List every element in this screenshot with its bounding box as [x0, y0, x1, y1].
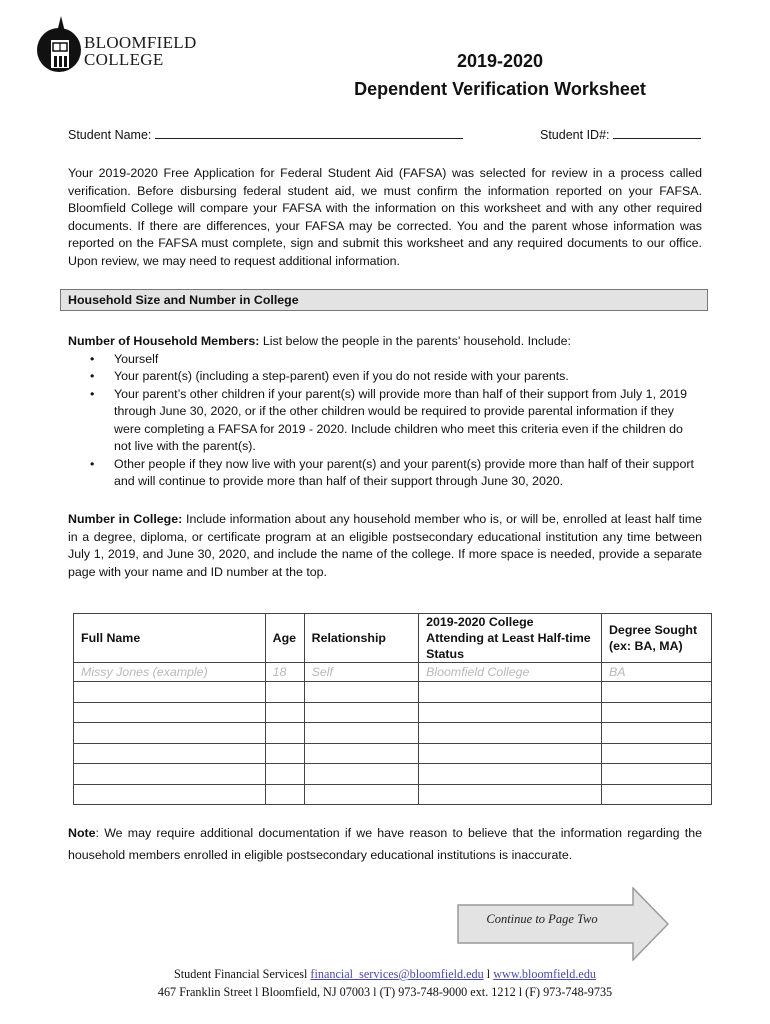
document-year: 2019-2020 — [456, 51, 544, 71]
student-name-field[interactable] — [68, 126, 463, 142]
age-cell[interactable] — [265, 743, 304, 764]
degree-cell[interactable] — [601, 784, 711, 805]
degree-cell[interactable] — [601, 682, 711, 703]
student-name-label: Student Name: — [68, 128, 152, 142]
header-college-attending: 2019-2020 College Attending at Least Half-time Status — [419, 614, 602, 663]
degree-cell[interactable] — [601, 702, 711, 723]
example-row — [74, 663, 712, 682]
number-in-college-label: Number in College: — [68, 512, 183, 526]
college-name — [84, 34, 197, 68]
relationship-cell[interactable] — [304, 702, 419, 723]
footer-email-link[interactable]: financial_services@bloomfield.edu — [310, 967, 484, 981]
college-cell[interactable] — [419, 702, 602, 723]
college-cell[interactable] — [419, 743, 602, 764]
table-header-row — [74, 614, 712, 663]
intro-paragraph: Your 2019-2020 Free Application for Federal Student Aid (FAFSA) was selected for review in a process called verification. Before disbursing federal student aid, we must confirm the information reported on your FAFSA. Bloomfield College will compare your FAFSA with the information on this worksheet and with any other required documents. If there are differences, your FAFSA may be corrected. You and the parent whose information was reported on the FAFSA must complete, sign and submit this worksheet and any required documents to our office. Upon review, we may need to request additional information. — [68, 166, 702, 268]
table-row — [74, 682, 712, 703]
continue-label: Continue to Page Two — [486, 912, 598, 926]
full-name-cell[interactable] — [74, 682, 266, 703]
note-label: Note — [68, 826, 96, 840]
table-row — [74, 723, 712, 744]
relationship-cell[interactable] — [304, 764, 419, 785]
degree-cell[interactable] — [601, 764, 711, 785]
number-in-college-text: Include information about any household member who is, or will be, enrolled at least half time in a degree, diploma, or certificate program at an eligible postsecondary educational institution any time between July 1, 2019, and June 30, 2020, and include the name of the college. If more space is needed, provide a separate page with your name and ID number at the top. — [68, 512, 702, 579]
degree-cell[interactable] — [601, 743, 711, 764]
table-row — [74, 702, 712, 723]
number-in-college-paragraph — [68, 511, 702, 581]
svg-text:est. 1868: est. 1868 — [51, 71, 67, 76]
student-id-label: Student ID#: — [540, 128, 610, 142]
example-college: Bloomfield College — [419, 663, 602, 682]
header-age: Age — [265, 614, 304, 663]
header-full-name: Full Name — [74, 614, 266, 663]
college-cell[interactable] — [419, 723, 602, 744]
full-name-cell[interactable] — [74, 743, 266, 764]
household-members-text: List below the people in the parents’ household. Include: — [259, 334, 571, 348]
college-tower-icon — [34, 14, 84, 78]
relationship-cell[interactable] — [304, 784, 419, 805]
full-name-cell[interactable] — [74, 702, 266, 723]
footer-contact — [0, 967, 770, 982]
relationship-cell[interactable] — [304, 682, 419, 703]
relationship-cell[interactable] — [304, 723, 419, 744]
table-row — [74, 784, 712, 805]
household-members-section — [68, 333, 702, 491]
continue-to-page-two-button[interactable] — [457, 887, 669, 961]
note-text: : We may require additional documentation if we have reason to believe that the information regarding the household members enrolled in eligible postsecondary educational institutions is inaccurate. — [68, 826, 702, 862]
example-full-name: Missy Jones (example) — [74, 663, 266, 682]
footer-separator: l — [483, 967, 494, 981]
logo-line-2: COLLEGE — [84, 50, 164, 69]
example-age: 18 — [265, 663, 304, 682]
footer-website-link[interactable]: www.bloomfield.edu — [493, 967, 597, 981]
age-cell[interactable] — [265, 764, 304, 785]
college-logo — [34, 14, 204, 80]
note-paragraph — [68, 822, 702, 866]
table-row — [74, 743, 712, 764]
section-header: Household Size and Number in College — [60, 289, 708, 311]
full-name-cell[interactable] — [74, 723, 266, 744]
age-cell[interactable] — [265, 702, 304, 723]
age-cell[interactable] — [265, 682, 304, 703]
bullet-item: • Yourself — [114, 351, 702, 369]
table-row — [74, 764, 712, 785]
bullet-item: • Your parent(s) (including a step-parent) even if you do not reside with your parents. — [114, 368, 702, 386]
household-college-table — [73, 613, 712, 805]
degree-cell[interactable] — [601, 723, 711, 744]
footer-address: 467 Franklin Street l Bloomfield, NJ 07003 l (T) 973-748-9000 ext. 1212 l (F) 973-748-9735 — [157, 985, 613, 999]
logo-line-1: BLOOMFIELD — [84, 33, 197, 52]
college-cell[interactable] — [419, 682, 602, 703]
age-cell[interactable] — [265, 723, 304, 744]
footer-office: Student Financial Servicesl — [173, 967, 311, 981]
header-relationship: Relationship — [304, 614, 419, 663]
college-cell[interactable] — [419, 784, 602, 805]
household-members-list — [68, 351, 702, 491]
college-cell[interactable] — [419, 764, 602, 785]
bullet-item: • Your parent’s other children if your parent(s) will provide more than half of their support from July 1, 2019 through June 30, 2020, or if the other children would be required to provide parental information if they were completing a FAFSA for 2019 - 2020. Include children who meet this criteria even if the children do not live with the parent(s). — [114, 386, 702, 456]
relationship-cell[interactable] — [304, 743, 419, 764]
student-name-input[interactable] — [155, 126, 463, 139]
header-degree-sought: Degree Sought (ex: BA, MA) — [601, 614, 711, 663]
full-name-cell[interactable] — [74, 784, 266, 805]
document-title: Dependent Verification Worksheet — [354, 79, 646, 99]
bullet-item: • Other people if they now live with your parent(s) and your parent(s) provide more than half of their support and will continue to provide more than half of their support through June 30, 2020. — [114, 456, 702, 491]
student-id-input[interactable] — [613, 126, 701, 139]
example-relationship: Self — [304, 663, 419, 682]
age-cell[interactable] — [265, 784, 304, 805]
full-name-cell[interactable] — [74, 764, 266, 785]
example-degree: BA — [601, 663, 711, 682]
household-members-label: Number of Household Members: — [68, 334, 260, 348]
student-id-field[interactable] — [540, 126, 701, 142]
